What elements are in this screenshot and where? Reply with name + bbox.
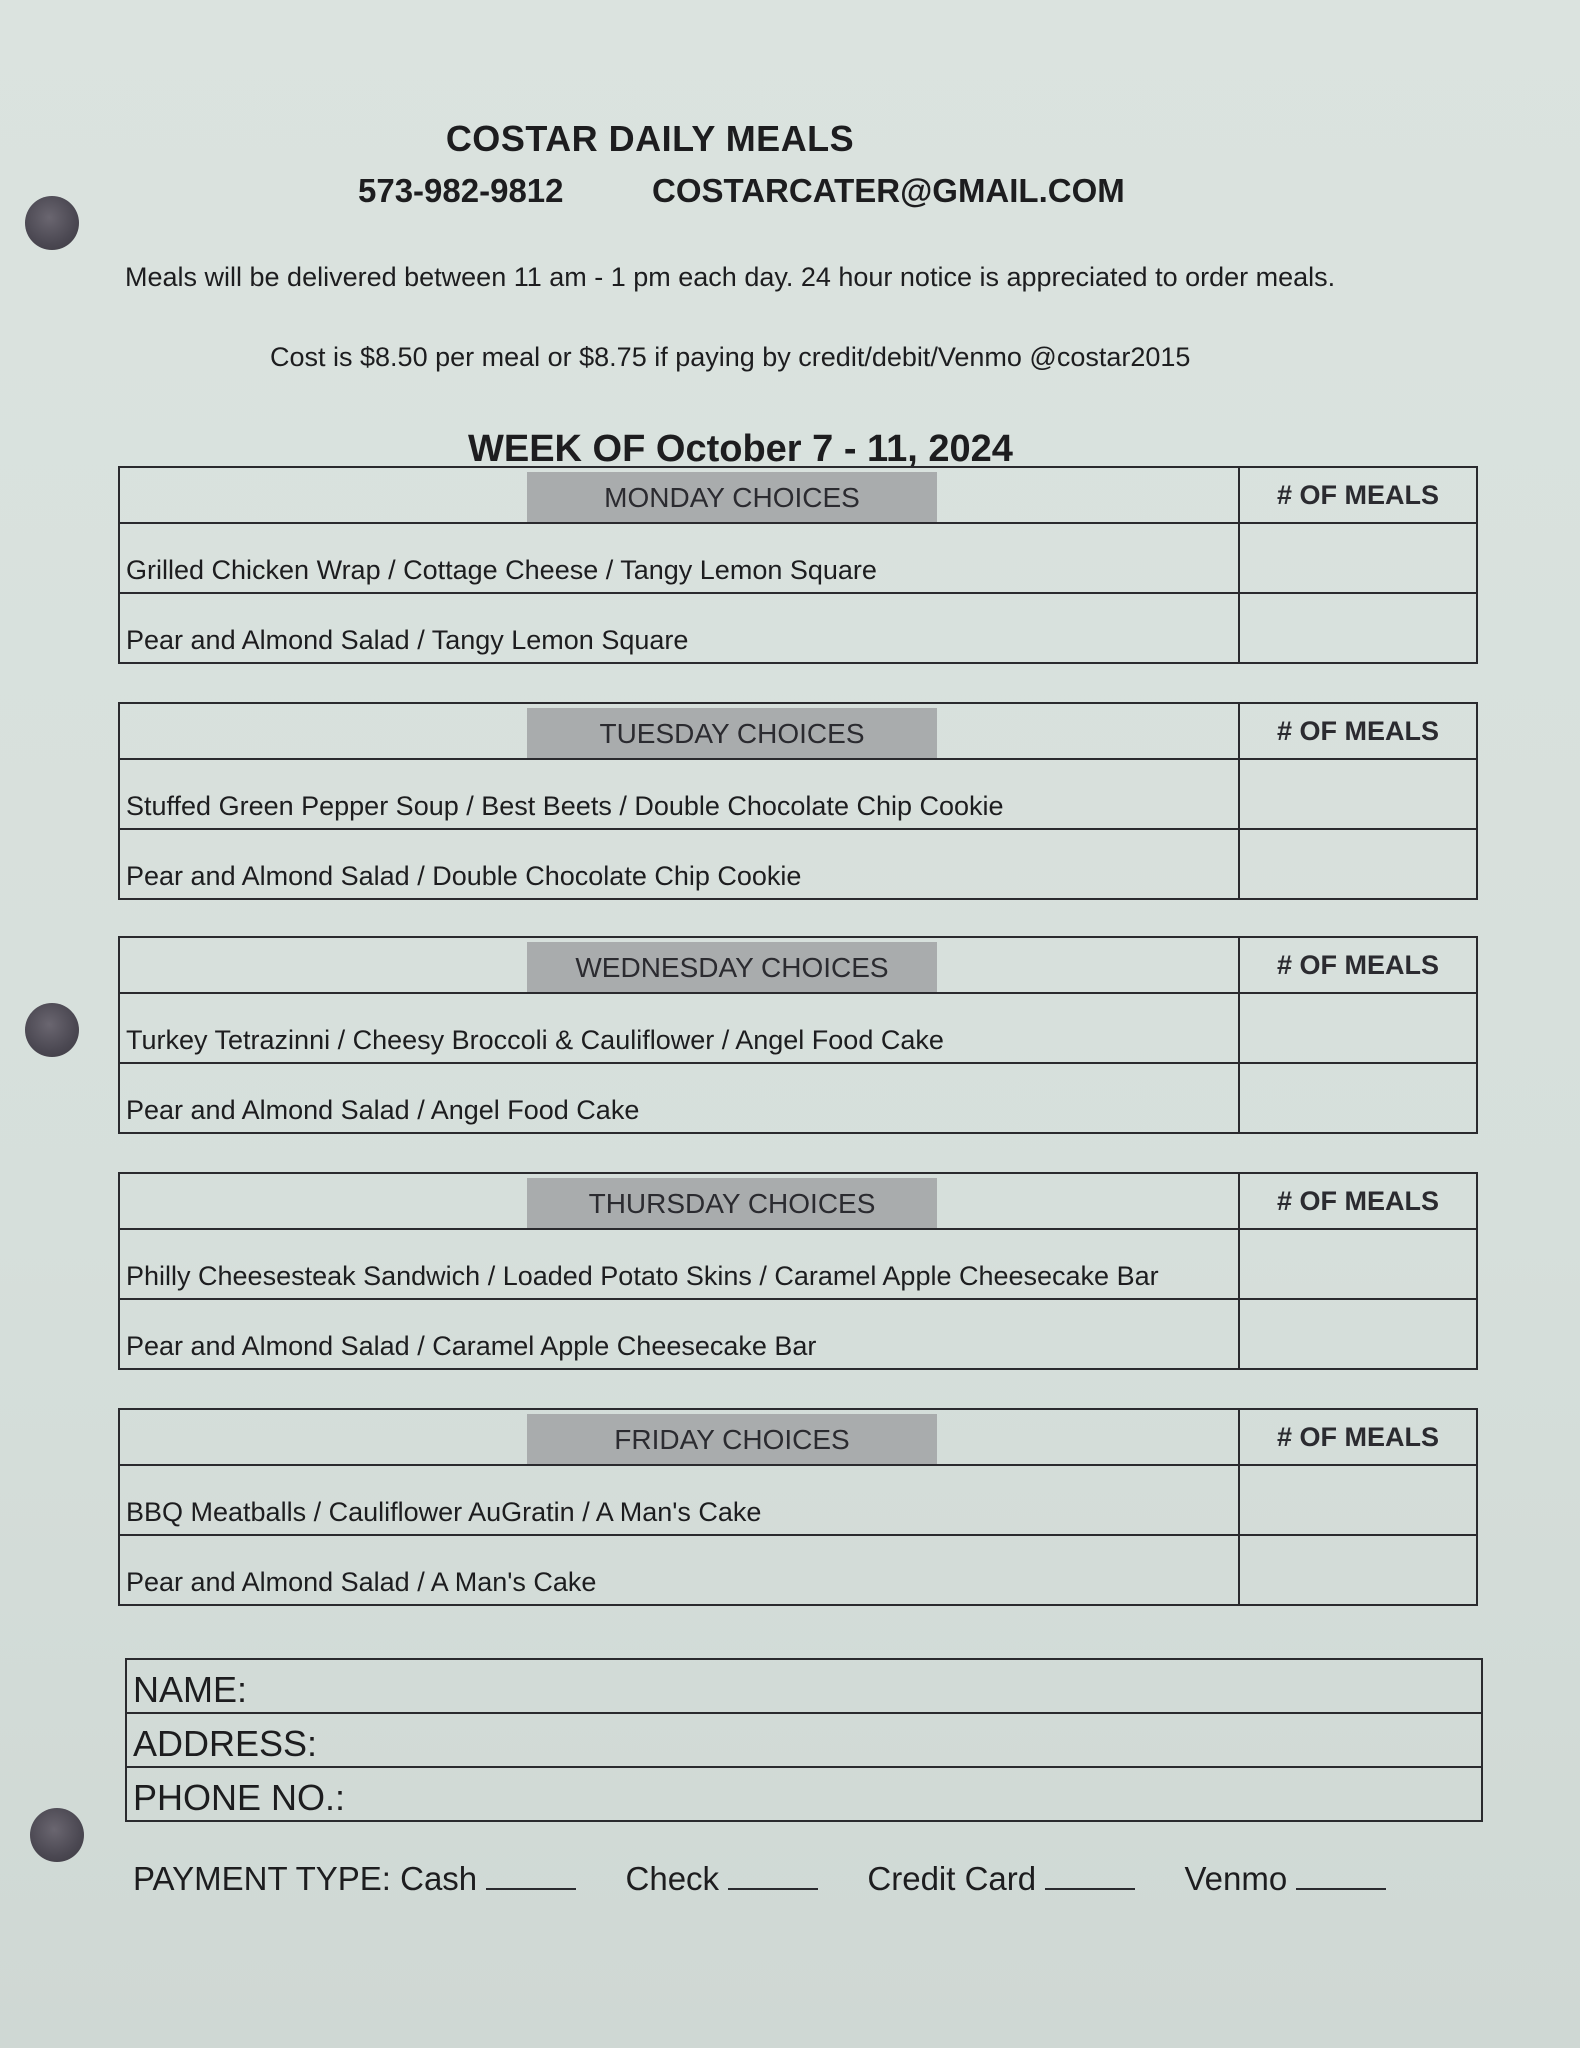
- payment-venmo-label: Venmo: [1184, 1860, 1288, 1897]
- punch-hole-top: [25, 196, 79, 250]
- page-title: COSTAR DAILY MEALS: [445, 118, 855, 159]
- meal-count-field[interactable]: [1239, 1465, 1477, 1535]
- meal-option: Pear and Almond Salad / A Man's Cake: [119, 1535, 1239, 1605]
- meal-count-field[interactable]: [1239, 829, 1477, 899]
- wednesday-heading: WEDNESDAY CHOICES: [527, 942, 937, 992]
- email-address: COSTARCATER@GMAIL.COM: [652, 172, 1125, 209]
- address-field[interactable]: ADDRESS:: [126, 1713, 1482, 1767]
- cash-blank[interactable]: [486, 1888, 576, 1890]
- monday-heading-cell: [119, 467, 1239, 523]
- meal-option: Pear and Almond Salad / Double Chocolate Chip Cookie: [119, 829, 1239, 899]
- friday-table: [118, 1408, 1478, 1606]
- tuesday-heading-cell: [119, 703, 1239, 759]
- wednesday-heading-cell: [119, 937, 1239, 993]
- meal-count-field[interactable]: [1239, 1535, 1477, 1605]
- phone-field[interactable]: PHONE NO.:: [126, 1767, 1482, 1821]
- meal-option: Pear and Almond Salad / Angel Food Cake: [119, 1063, 1239, 1133]
- thursday-heading: THURSDAY CHOICES: [527, 1178, 937, 1228]
- venmo-blank[interactable]: [1296, 1888, 1386, 1890]
- meal-option: Pear and Almond Salad / Tangy Lemon Square: [119, 593, 1239, 663]
- meal-option: Pear and Almond Salad / Caramel Apple Cheesecake Bar: [119, 1299, 1239, 1369]
- punch-hole-bottom: [30, 1808, 84, 1862]
- payment-check-label: Check: [625, 1860, 720, 1897]
- delivery-note: Meals will be delivered between 11 am - 1 pm each day. 24 hour notice is appreciated to order meals.: [125, 262, 1336, 292]
- meal-count-field[interactable]: [1239, 1299, 1477, 1369]
- meal-count-field[interactable]: [1239, 1229, 1477, 1299]
- payment-credit-label: Credit Card: [867, 1860, 1037, 1897]
- meal-option: Stuffed Green Pepper Soup / Best Beets / Double Chocolate Chip Cookie: [119, 759, 1239, 829]
- thursday-heading-cell: [119, 1173, 1239, 1229]
- check-blank[interactable]: [728, 1888, 818, 1890]
- meal-count-field[interactable]: [1239, 1063, 1477, 1133]
- name-field[interactable]: NAME:: [126, 1659, 1482, 1713]
- punch-hole-middle: [25, 1003, 79, 1057]
- monday-table: [118, 466, 1478, 664]
- credit-card-blank[interactable]: [1045, 1888, 1135, 1890]
- cost-note: Cost is $8.50 per meal or $8.75 if paying by credit/debit/Venmo @costar2015: [270, 342, 1191, 372]
- meal-option: Turkey Tetrazinni / Cheesy Broccoli & Cauliflower / Angel Food Cake: [119, 993, 1239, 1063]
- meal-option: Philly Cheesesteak Sandwich / Loaded Potato Skins / Caramel Apple Cheesecake Bar: [119, 1229, 1239, 1299]
- thursday-table: [118, 1172, 1478, 1370]
- meal-count-field[interactable]: [1239, 993, 1477, 1063]
- meal-count-field[interactable]: [1239, 759, 1477, 829]
- friday-heading-cell: [119, 1409, 1239, 1465]
- meals-count-header: # OF MEALS: [1239, 703, 1477, 759]
- customer-info-table: [125, 1658, 1483, 1822]
- meals-count-header: # OF MEALS: [1239, 937, 1477, 993]
- monday-heading: MONDAY CHOICES: [527, 472, 937, 522]
- tuesday-heading: TUESDAY CHOICES: [527, 708, 937, 758]
- meals-count-header: # OF MEALS: [1239, 1409, 1477, 1465]
- meal-option: BBQ Meatballs / Cauliflower AuGratin / A Man's Cake: [119, 1465, 1239, 1535]
- friday-heading: FRIDAY CHOICES: [527, 1414, 937, 1464]
- phone-number: 573-982-9812: [358, 172, 564, 209]
- tuesday-table: [118, 702, 1478, 900]
- payment-type-row: [133, 1860, 1426, 1898]
- wednesday-table: [118, 936, 1478, 1134]
- meal-count-field[interactable]: [1239, 523, 1477, 593]
- meals-count-header: # OF MEALS: [1239, 1173, 1477, 1229]
- meal-option: Grilled Chicken Wrap / Cottage Cheese / Tangy Lemon Square: [119, 523, 1239, 593]
- meals-count-header: # OF MEALS: [1239, 467, 1477, 523]
- payment-cash-label: PAYMENT TYPE: Cash: [133, 1860, 478, 1897]
- week-heading: WEEK OF October 7 - 11, 2024: [468, 428, 1013, 470]
- meal-count-field[interactable]: [1239, 593, 1477, 663]
